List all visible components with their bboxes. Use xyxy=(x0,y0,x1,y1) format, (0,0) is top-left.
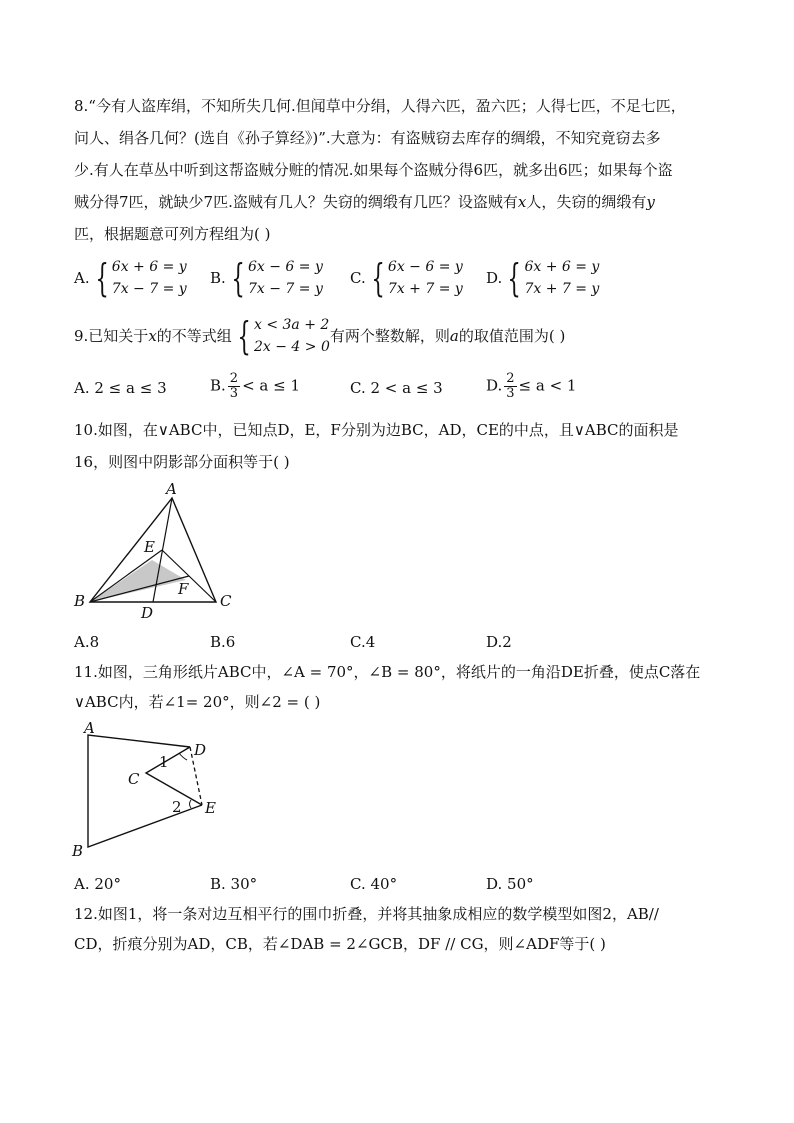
angle-1-arc xyxy=(179,753,187,760)
q8-var-x: x xyxy=(517,193,527,211)
q10-option-c[interactable]: C.4 xyxy=(350,633,376,651)
q8-line-4-tail: 人，失窃的绸缎有 xyxy=(526,193,647,211)
eq-row-1: 6x + 6 = y xyxy=(524,259,600,275)
label-c: C xyxy=(220,592,232,610)
q11-option-c[interactable]: C. 40° xyxy=(350,875,398,893)
q8-option-d[interactable]: D. { 6x + 6 = y 7x + 7 = y xyxy=(486,256,600,300)
q11-line-1: 11.如图，三角形纸片ABC中，∠A = 70°，∠B = 80°，将纸片的一角沿DE折叠，使点C落在 xyxy=(74,663,701,681)
ineq-row-1: x < 3a + 2 xyxy=(253,317,330,333)
q10-option-b[interactable]: B.6 xyxy=(210,633,236,651)
q8-option-c[interactable]: C. { 6x − 6 = y 7x + 7 = y xyxy=(350,256,463,300)
eq-row-2: 7x − 7 = y xyxy=(247,281,323,297)
eq-row-2: 7x − 7 = y xyxy=(111,281,187,297)
label-d: D xyxy=(141,604,154,622)
label-a: A xyxy=(166,480,177,498)
q10-option-a[interactable]: A.8 xyxy=(74,633,100,651)
label-e: E xyxy=(205,799,216,817)
frac-denominator: 3 xyxy=(506,386,515,401)
eq-row-1: 6x − 6 = y xyxy=(247,259,323,275)
option-label: A. xyxy=(74,269,90,287)
option-label: D. xyxy=(486,269,503,287)
label-f: F xyxy=(178,580,189,598)
q8-line-5: 匹，根据题意可列方程组为( ) xyxy=(74,225,271,243)
q9-option-d[interactable] xyxy=(486,372,576,401)
frac-numerator: 2 xyxy=(506,371,515,386)
eq-row-1: 6x + 6 = y xyxy=(111,259,187,275)
label-e: E xyxy=(144,538,155,556)
q8-option-a[interactable]: A. { 6x + 6 = y 7x − 7 = y xyxy=(74,256,187,300)
frac-denominator: 3 xyxy=(229,386,239,401)
q9-end: 的取值范围为( ) xyxy=(458,327,566,345)
q11-line-2: ∨ABC内，若∠1= 20°，则∠2 = ( ) xyxy=(74,693,321,711)
q9-suffix: 有两个整数解，则 xyxy=(329,327,450,345)
q8-line-2: 问人、绢各几何？(选自《孙子算经》)”.大意为：有盗贼窃去库存的绸缎，不知究竟窃去多 xyxy=(74,129,661,147)
label-d: D xyxy=(194,741,207,759)
q9-var-a: a xyxy=(449,327,459,345)
option-label: D. xyxy=(486,376,503,395)
eq-row-2: 7x + 7 = y xyxy=(387,281,463,297)
q10-line-2: 16，则图中阴影部分面积等于( ) xyxy=(74,453,290,471)
option-label: B. xyxy=(210,269,226,287)
option-rest: ≤ a < 1 xyxy=(518,376,577,395)
q9-mid: 的不等式组 xyxy=(156,327,232,345)
angle-2-label: 2 xyxy=(172,798,182,816)
q9-option-a[interactable]: A. 2 ≤ a ≤ 3 xyxy=(74,379,167,397)
eq-row-1: 6x − 6 = y xyxy=(387,259,463,275)
option-label: B. xyxy=(210,376,226,395)
q9-stem: 9.已知关于 x 的不等式组 { x < 3a + 2 2x − 4 > 0 有两个整数解，则 a 的取值范围为( ) xyxy=(74,314,566,358)
q9-option-c[interactable]: C. 2 < a ≤ 3 xyxy=(350,379,443,397)
q9-option-b[interactable] xyxy=(210,372,300,401)
angle-1-label: 1 xyxy=(159,753,169,771)
q8-line-4 xyxy=(74,192,655,212)
q10-triangle-figure xyxy=(64,478,254,628)
label-a: A xyxy=(84,720,95,737)
q9-var-x: x xyxy=(148,327,157,345)
q11-option-a[interactable]: A. 20° xyxy=(74,875,121,893)
triangle-outline xyxy=(88,735,202,847)
q8-line-1: 8.“今有人盗库绢，不知所失几何.但闻草中分绢，人得六匹，盈六匹；人得七匹，不足七匹， xyxy=(74,97,686,115)
label-c: C xyxy=(128,770,140,788)
frac-numerator: 2 xyxy=(229,371,239,386)
q10-line-1: 10.如图，在∨ABC中，已知点D，E，F分别为边BC，AD，CE的中点，且∨ABC的面积是 xyxy=(74,421,679,439)
q8-var-y: y xyxy=(646,193,655,211)
q11-option-b[interactable]: B. 30° xyxy=(210,875,258,893)
q8-line-3: 少.有人在草丛中听到这帮盗贼分赃的情况.如果每个盗贼分得6匹，就多出6匹；如果每个盗 xyxy=(74,161,673,179)
q8-line-4-text: 贼分得7匹，就缺少7匹.盗贼有几人？失窃的绸缎有几匹？设盗贼有 xyxy=(74,193,518,211)
q8-option-b[interactable]: B. { 6x − 6 = y 7x − 7 = y xyxy=(210,256,323,300)
q12-line-1: 12.如图1，将一条对边互相平行的围巾折叠，并将其抽象成相应的数学模型如图2，AB// xyxy=(74,905,659,923)
q11-fold-figure xyxy=(64,720,234,865)
label-b: B xyxy=(74,592,86,610)
label-b: B xyxy=(72,842,84,860)
eq-row-2: 7x + 7 = y xyxy=(524,281,600,297)
ineq-row-2: 2x − 4 > 0 xyxy=(253,339,330,355)
q11-option-d[interactable]: D. 50° xyxy=(486,875,534,893)
option-label: C. xyxy=(350,269,366,287)
q12-line-2: CD，折痕分别为AD，CB，若∠DAB = 2∠GCB，DF // CG，则∠ADF等于( ) xyxy=(74,935,606,953)
angle-2-arc xyxy=(190,800,192,808)
q9-prefix: 9.已知关于 xyxy=(74,327,149,345)
q10-option-d[interactable]: D.2 xyxy=(486,633,512,651)
option-rest: < a ≤ 1 xyxy=(242,376,301,395)
